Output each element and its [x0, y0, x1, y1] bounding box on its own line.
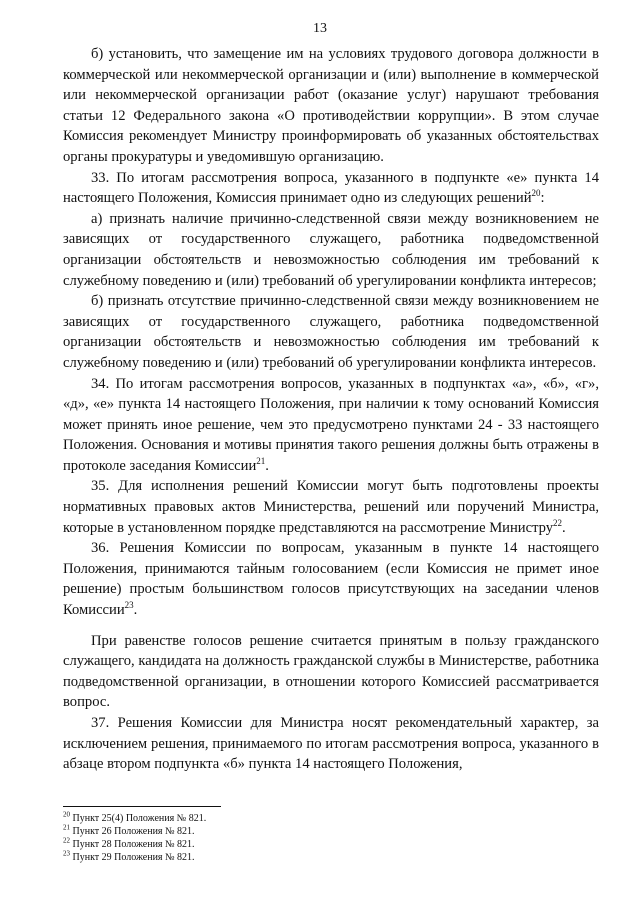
footnote-ref-20: 20 — [531, 188, 541, 199]
footnotes — [63, 812, 463, 864]
paragraph-text-end: . — [562, 519, 566, 536]
footnote-number: 23 — [63, 849, 70, 858]
footnote-separator — [63, 806, 221, 807]
footnote-text: Пункт 25(4) Положения № 821. — [70, 813, 207, 824]
footnote-number: 20 — [63, 810, 70, 819]
paragraph-33 — [63, 168, 599, 209]
footnote-23 — [63, 851, 463, 864]
paragraph-text: б) установить, что замещение им на условиях трудового договора должности в коммерческой или некоммерческой организации и (или) выполнение в коммерческой или некоммерческой организации работ (оказание услуг) нарушают требования статьи 12 Федерального закона «О противодействии коррупции». В этом случае Комиссия рекомендует Министру проинформировать об указанных обстоятельствах органы прокуратуры и уведомившую организацию. — [63, 46, 599, 165]
paragraph-text: б) признать отсутствие причинно-следственной связи между возникновением не зависящих от государственного служащего, работника подведомственной организации обстоятельств и невозможностью соблюдения им требований к служебному поведению и (или) требований об урегулировании конфликта интересов. — [63, 293, 599, 371]
paragraph-36 — [63, 538, 599, 620]
paragraph-text: а) признать наличие причинно-следственной связи между возникновением не зависящих от государственного служащего, работника подведомственной организации обстоятельств и невозможностью соблюдения им требований к служебному поведению и (или) требований об урегулировании конфликта интересов; — [63, 210, 599, 289]
footnote-ref-22: 22 — [553, 517, 563, 528]
paragraph-text: 34. По итогам рассмотрения вопросов, указанных в подпунктах «а», «б», «г», «д», «е» пункта 14 настоящего Положения, при наличии к тому оснований Комиссия может принять иное решение, чем это предусмотрено пунктами 24 - 33 настоящего Положения. Основания и мотивы принятия такого решения должны быть отражены в протоколе заседания Комиссии — [63, 375, 599, 474]
paragraph-35 — [63, 476, 599, 538]
paragraph-text-end: . — [265, 457, 269, 474]
paragraph-text: 36. Решения Комиссии по вопросам, указанным в пункте 14 настоящего Положения, принимаются тайным голосованием (если Комиссия не примет иное решение) простым большинством голосов присутствующих на заседании членов Комиссии — [63, 540, 599, 619]
document-body — [63, 44, 599, 775]
paragraph-37 — [63, 713, 599, 775]
paragraph-text: 33. По итогам рассмотрения вопроса, указанного в подпункте «е» пункта 14 настоящего Положения, Комиссия принимает одно из следующих решений — [63, 169, 599, 207]
footnote-ref-23: 23 — [124, 600, 134, 611]
paragraph-32b — [63, 44, 599, 168]
paragraph-text: 37. Решения Комиссии для Министра носят рекомендательный характер, за исключением решения, принимаемого по итогам рассмотрения вопроса, указанного в абзаце втором подпункта «б» пункта 14 настоящего Положения, — [63, 715, 599, 773]
footnote-number: 21 — [63, 823, 70, 832]
footnote-ref-21: 21 — [256, 456, 266, 467]
paragraph-33b — [63, 291, 599, 373]
paragraph-text-end: : — [540, 190, 545, 207]
footnote-21 — [63, 825, 463, 838]
page-number: 13 — [313, 21, 327, 36]
paragraph-36-tie — [63, 631, 599, 713]
footnote-number: 22 — [63, 836, 70, 845]
paragraph-text: При равенстве голосов решение считается принятым в пользу гражданского служащего, кандидата на должность гражданской службы в Министерстве, работника подведомственной организации, в отношении которого Комиссией рассматривается вопрос. — [63, 632, 599, 711]
footnote-text: Пункт 28 Положения № 821. — [70, 839, 195, 850]
paragraph-text-end: . — [133, 602, 138, 619]
footnote-20 — [63, 812, 463, 825]
footnote-text: Пункт 29 Положения № 821. — [70, 852, 195, 863]
paragraph-text: 35. Для исполнения решений Комиссии могут быть подготовлены проекты нормативных правовых актов Министерства, решений или поручений Министра, которые в установленном порядке представляются на рассмотрение Министру — [63, 478, 599, 536]
paragraph-33a — [63, 209, 599, 291]
footnote-22 — [63, 838, 463, 851]
footnote-text: Пункт 26 Положения № 821. — [70, 826, 195, 837]
paragraph-34 — [63, 374, 599, 477]
